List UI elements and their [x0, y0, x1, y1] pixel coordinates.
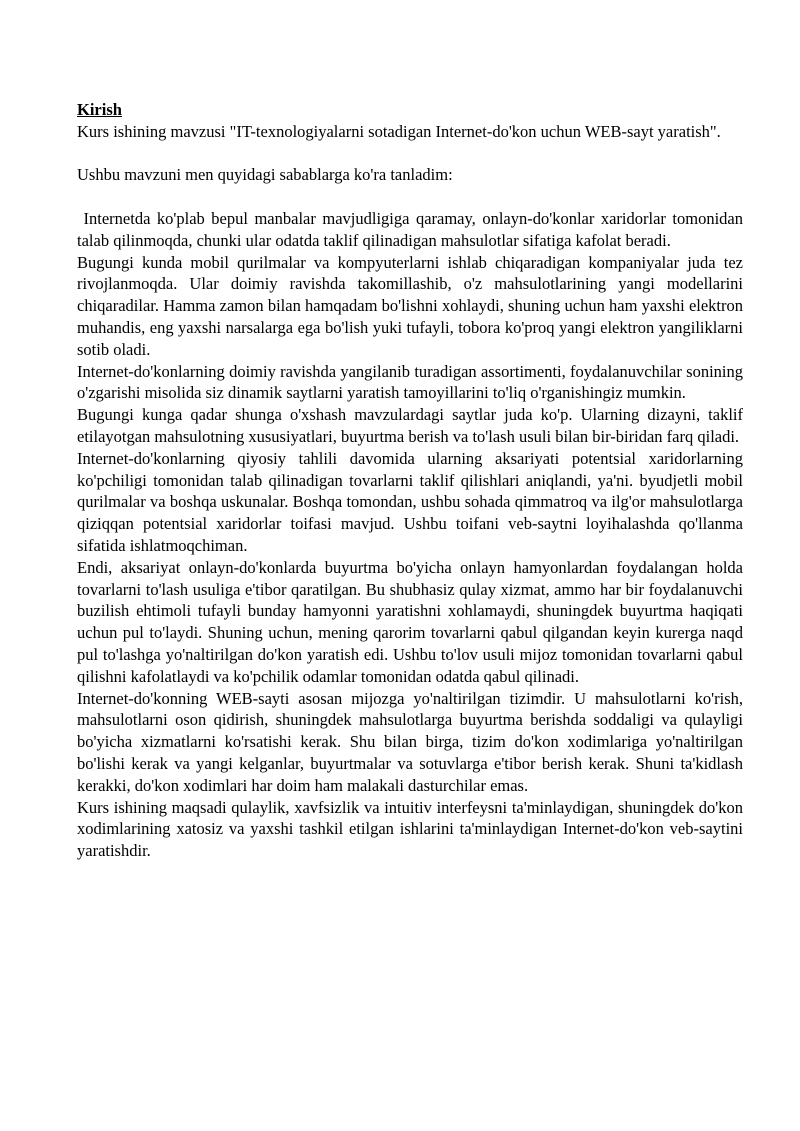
section-heading: Kirish: [77, 100, 122, 119]
body-paragraph-7: Internet-do'konning WEB-sayti asosan mijozga yo'naltirilgan tizimdir. U mahsulotlarni ko'rish, mahsulotlarni oson qidirish, shuningdek mahsulotlarga buyurtma berishda soddaligi va qulayligi bo'yicha xizmatlarni ko'rsatishi kerak. Shu bilan birga, tizim do'kon xodimlariga yo'naltirilgan bo'lishi kerak va yangi kelganlar, buyurtmalar va sotuvlarga e'tibor berish kerak. Shuni ta'kidlash kerakki, do'kon xodimlari har doim ham malakali dasturchilar emas.: [77, 688, 743, 795]
body-paragraph-2: Bugungi kunda mobil qurilmalar va kompyuterlarni ishlab chiqaradigan kompaniyalar juda tez rivojlanmoqda. Ular doimiy ravishda takomillashib, o'z mahsulotlarining yangi modellarini chiqaradilar. Hamma zamon bilan hamqadam bo'lishni xohlaydi, shuning uchun ham yaxshi elektron muhandis, eng yaxshi narsalarga ega bo'lish yuki tufayli, tobora ko'proq yangi elektron yangiliklarni sotib oladi.: [77, 252, 743, 359]
document-page: [77, 99, 743, 862]
body-paragraph-1: Internetda ko'plab bepul manbalar mavjudligiga qaramay, onlayn-do'konlar xaridorlar tomonidan talab qilinmoqda, chunki ular odatda taklif qilinadigan mahsulotlar sifatiga kafolat beradi.: [77, 208, 743, 250]
body-paragraph-3: Internet-do'konlarning doimiy ravishda yangilanib turadigan assortimenti, foydalanuvchilar sonining o'zgarishi misolida siz dinamik saytlarni yaratish tamoyillarini to'liq o'rganishingiz mumkin.: [77, 361, 743, 403]
body-paragraph-4: Bugungi kunga qadar shunga o'xshash mavzulardagi saytlar juda ko'p. Ularning dizayni, taklif etilayotgan mahsulotning xususiyatlari, buyurtma berish va to'lash usuli bilan bir-biridan farq qiladi.: [77, 405, 743, 446]
body-paragraph-5: Internet-do'konlarning qiyosiy tahlili davomida ularning aksariyati potentsial xaridorlarning ko'pchiligi tomonidan talab qilinadigan tovarlarni taklif qilishlari aniqlandi, ya'ni. byudjetli mobil qurilmalar va boshqa uskunalar. Boshqa tomondan, ushbu sohada qimmatroq va ilg'or mahsulotlarga qiziqqan potentsial xaridorlar toifasi mavjud. Ushbu toifani veb-saytni loyihalashda qo'llanma sifatida ishlatmoqchiman.: [77, 448, 743, 555]
intro-paragraph-reasons: Ushbu mavzuni men quyidagi sabablarga ko'ra tanladim:: [77, 165, 453, 185]
body-paragraph-8: Kurs ishining maqsadi qulaylik, xavfsizlik va intuitiv interfeysni ta'minlaydigan, shuningdek do'kon xodimlarining xatosiz va yaxshi tashkil etilgan ishlarini ta'minlaydigan Internet-do'kon veb-saytini yaratishdir.: [77, 797, 743, 861]
intro-paragraph-topic: Kurs ishining mavzusi "IT-texnologiyalarni sotadigan Internet-do'kon uchun WEB-sayt yaratish".: [77, 121, 721, 141]
blank-line: [77, 186, 743, 208]
blank-line: [77, 143, 743, 165]
body-paragraph-6: Endi, aksariyat onlayn-do'konlarda buyurtma bo'yicha onlayn hamyonlardan foydalangan holda tovarlarni to'lash usuliga e'tibor qaratilgan. Bu shubhasiz qulay xizmat, ammo har bir foydalanuvchi buzilish ehtimoli tufayli bunday hamyonni yaratishni xohlamaydi, shuningdek buyurtma haqiqati uchun pul to'laydi. Shuning uchun, mening qarorim tovarlarni qabul qilgandan keyin kurerga naqd pul to'lashga yo'naltirilgan do'kon yaratish edi. Ushbu to'lov usuli mijoz tomonidan tovarlarni qabul qilishni kafolatlaydi va ko'pchilik odamlar tomonidan odatda qabul qilinadi.: [77, 557, 743, 686]
